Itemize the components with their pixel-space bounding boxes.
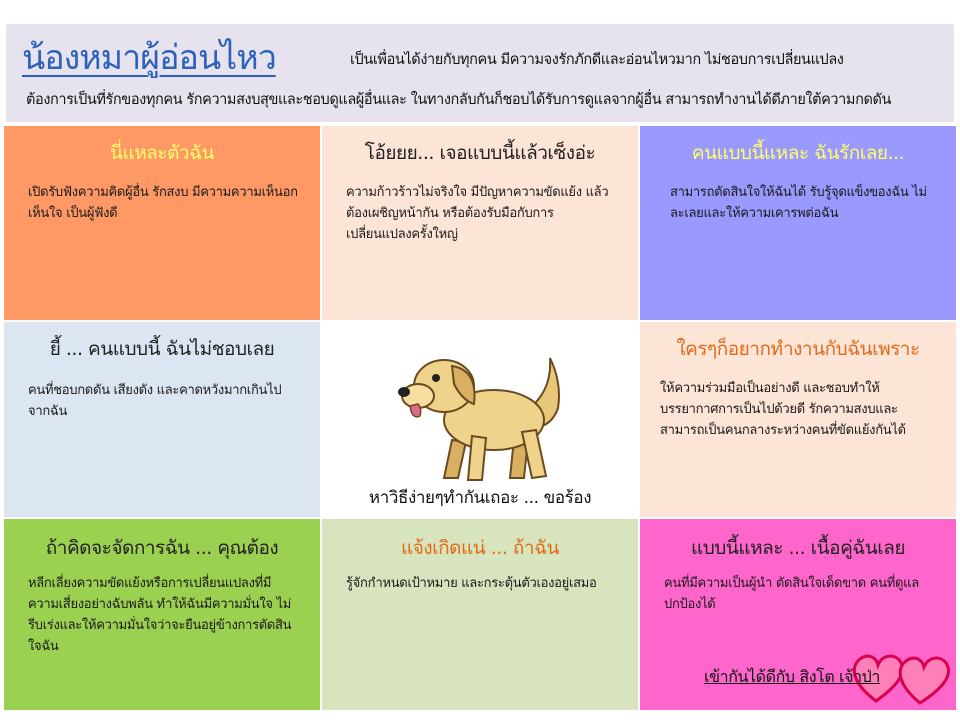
- cell-love-this: [640, 126, 956, 320]
- cell-body: เปิดรับฟังความคิดผู้อื่น รักสงบ มีความความเห็นอกเห็นใจ เป็นผู้ฟังดี: [28, 185, 298, 221]
- cell-body: ความก้าวร้าวไม่จริงใจ มีปัญหาความขัดแย้ง แล้วต้องเผชิญหน้ากัน หรือต้องรับมือกับการเปลี่ยนแปลงครั้งใหญ่: [346, 185, 609, 242]
- cell-title: นี่แหละตัวฉัน: [109, 142, 215, 164]
- cell-dislike: [4, 322, 320, 517]
- cell-this-is-me: [4, 126, 320, 320]
- cell-title: แบบนี้แหละ ... เนื้อคู่ฉันเลย: [691, 537, 905, 559]
- cell-title: แจ้งเกิดแน่ ... ถ้าฉัน: [400, 537, 560, 559]
- cell-work-with: [640, 322, 956, 517]
- cell-body: ให้ความร่วมมือเป็นอย่างดี และชอบทำให้บรรยากาศการเป็นไปด้วยดี รักความสงบและสามารถเป็นคนกลางระหว่างคนที่ขัดแย้งกันได้: [660, 381, 906, 438]
- page-title: น้องหมาผู้อ่อนไหว: [22, 38, 276, 78]
- cell-body: รู้จักกำหนดเป้าหมาย และกระตุ้นตัวเองอยู่เสมอ: [346, 576, 597, 591]
- cell-title: ใครๆก็อยากทำงานกับฉันเพราะ: [676, 338, 920, 360]
- dog-icon: [382, 328, 582, 488]
- cell-body: หลีกเลี่ยงความขัดแย้งหรือการเปลี่ยนแปลงที่มีความเสี่ยงอย่างฉับพลัน ทำให้ฉันมีความมั่นใจ ไม่รีบเร่งและให้ความมั่นใจว่าจะยืนอยู่ข้างการตัดสินใจฉัน: [28, 576, 292, 654]
- cell-body: คนที่มีความเป็นผู้นำ ตัดสินใจเด็ดขาด คนที่ดูแลปกป้องได้: [664, 576, 919, 612]
- trait-grid: [4, 126, 956, 710]
- cell-manage-me: [4, 519, 320, 710]
- cell-title: โอ้ยยย... เจอแบบนี้แล้วเซ็งอ่ะ: [364, 142, 596, 164]
- cell-body: สามารถตัดสินใจให้ฉันได้ รับรู้จุดแข็งของฉัน ไม่ละเลยและให้ความเคารพต่อฉัน: [670, 185, 927, 221]
- cell-annoyed: [322, 126, 638, 320]
- cell-center-dog: [322, 322, 638, 517]
- cell-title: ถ้าคิดจะจัดการฉัน ... คุณต้อง: [45, 537, 279, 559]
- cell-succeed: [322, 519, 638, 710]
- cell-soulmate: [640, 519, 956, 710]
- cell-title: คนแบบนี้แหละ ฉันรักเลย...: [691, 142, 905, 164]
- cell-title: ยี้ ... คนแบบนี้ ฉันไม่ชอบเลย: [49, 338, 275, 360]
- match-text: เข้ากันได้ดีกับ สิงโต เจ้าป่า: [704, 667, 880, 686]
- intro-text-line1: เป็นเพื่อนได้ง่ายกับทุกคน มีความจงรักภักดีและอ่อนไหวมาก ไม่ชอบการเปลี่ยนแปลง: [350, 52, 844, 68]
- intro-text-line2: ต้องการเป็นที่รักของทุกคน รักความสงบสุขและชอบดูแลผู้อื่นและ ในทางกลับกันก็ชอบได้รับการดูแลจากผู้อื่น สามารถทำงานได้ดีภายใต้ความกดดัน: [26, 92, 891, 108]
- center-caption: หาวิธีง่ายๆทำกันเถอะ ... ขอร้อง: [368, 488, 592, 508]
- cell-body: คนที่ชอบกดดัน เสียงดัง และคาดหวังมากเกินไปจากฉัน: [28, 383, 282, 419]
